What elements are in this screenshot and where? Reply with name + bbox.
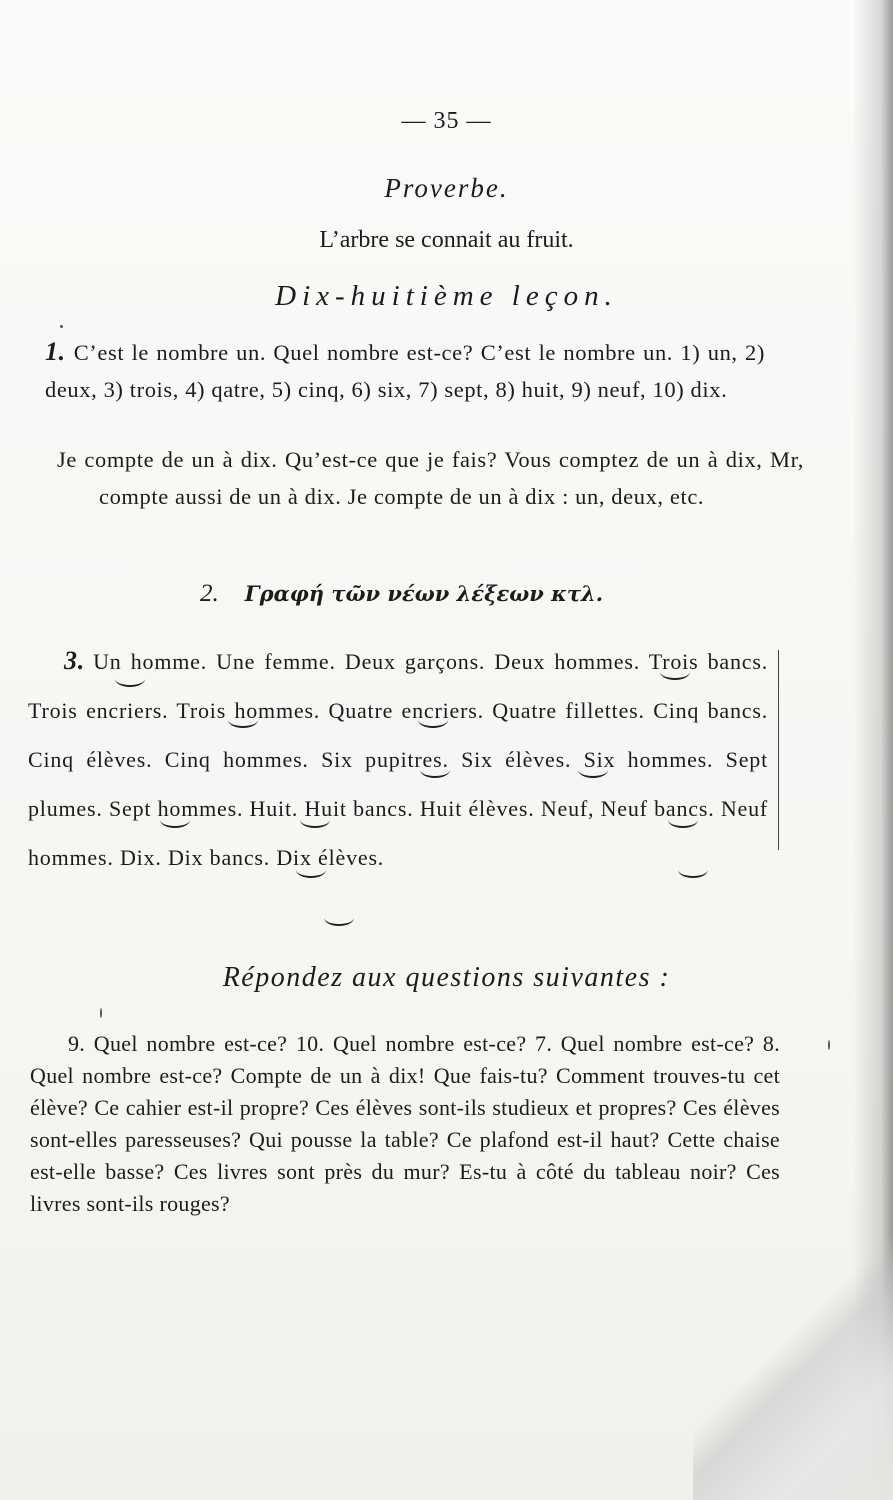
section-1-text-b-rest: Qu’est-ce que je fais? Vous comptez de un à dix, Mr, compte aussi de un à dix. Je compte de un à dix : un, deux, etc. — [99, 447, 804, 509]
section-3-number: 3. — [64, 646, 86, 675]
ink-speck — [100, 1008, 102, 1018]
questions-title: Répondez aux questions suivantes : — [222, 962, 671, 993]
liaison-mark — [115, 671, 145, 687]
questions-text: Quel nombre est-ce? 10. Quel nombre est-ce? 7. Quel nombre est-ce? 8. Quel nombre est-ce? Compte de un à dix! Que fais-tu? Comment trouves-tu cet élève? Ce cahier est-il propre? Ces élèves sont-ils studieux et propres? Ces élèves sont-elles paresseuses? Qui pousse la table? Ce plafond est-il haut? Cette chaise est-elle basse? Ces livres sont près du mur? Es-tu à côté du tableau noir? Ces livres sont-ils rouges? — [30, 1031, 780, 1216]
section-1-paragraph — [45, 333, 765, 408]
section-3-text: Un homme. Une femme. Deux garçons. Deux hommes. Trois bancs. Trois encriers. Trois hommes. Quatre encriers. Quatre fillettes. Cinq bancs. Cinq élèves. Cinq hommes. Six pupitres. Six élèves. Six hommes. Sept plumes. Sept hommes. Huit. Huit bancs. Huit élèves. Neuf, Neuf bancs. Neuf hommes. Dix. Dix bancs. Dix élèves. — [28, 649, 768, 870]
section-1-paragraph-b — [57, 441, 804, 515]
section-1-text-b-first: Je compte de un à dix. — [57, 447, 278, 472]
proverb-text: L’arbre se connait au fruit. — [319, 227, 574, 253]
liaison-mark — [228, 712, 258, 728]
liaison-mark — [296, 862, 326, 878]
liaison-mark — [418, 712, 448, 728]
section-2-heading — [200, 580, 700, 608]
liaison-mark — [678, 862, 708, 878]
questions-number: 9. — [68, 1031, 86, 1056]
liaison-mark — [668, 812, 698, 828]
liaison-mark — [420, 762, 450, 778]
proverb-title: Proverbe. — [384, 173, 509, 203]
ink-speck — [60, 325, 63, 328]
questions-paragraph — [30, 1028, 780, 1220]
page-corner-curl — [693, 1210, 893, 1500]
liaison-mark — [300, 812, 330, 828]
liaison-mark — [660, 664, 690, 680]
section-2-number: 2. — [200, 580, 219, 607]
page-number: — 35 — — [401, 108, 492, 134]
section-1-text: C’est le nombre un. Quel nombre est-ce? C’est le nombre un. 1) un, 2) deux, 3) trois, 4) qatre, 5) cinq, 6) six, 7) sept, 8) huit, 9) neuf, 10) dix. — [45, 340, 765, 402]
ink-speck — [828, 1040, 830, 1050]
margin-bracket — [770, 650, 779, 850]
liaison-mark — [324, 910, 354, 926]
lesson-title: Dix-huitième leçon. — [275, 280, 618, 312]
liaison-mark — [160, 812, 190, 828]
section-2-text: Γραφή τῶν νέων λέξεων κτλ. — [244, 581, 604, 606]
section-1-number: 1. — [45, 337, 66, 366]
liaison-mark — [578, 762, 608, 778]
